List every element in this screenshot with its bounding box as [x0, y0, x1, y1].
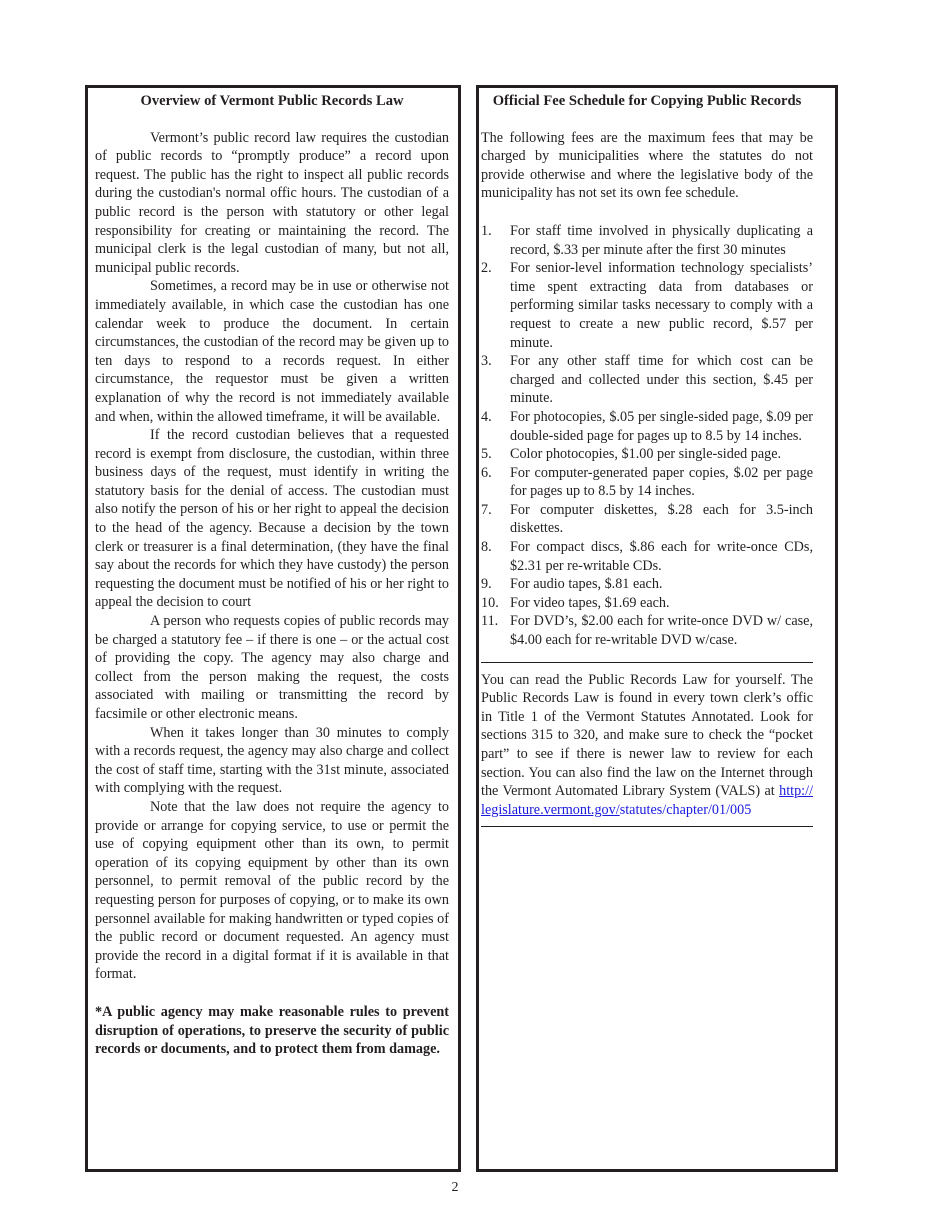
fee-item [481, 538, 813, 575]
fee-item [481, 408, 813, 445]
overview-paragraph-3: If the record custodian believes that a requested record is exempt from disclosure, the custodian, within three business days of the request, must identify in writing the statutory basis for the denial of access. The custodian must also notify the person of his or her right to appeal the decision to the head of the agency. Because a decision by the town clerk or treasurer is a final determination, (they have the final say about the records for which they have custody) the person requesting the document must be notified of his or her right to appeal the decision to court [95, 427, 449, 611]
divider [481, 826, 813, 827]
fee-item [481, 612, 813, 649]
legislature-link-path[interactable]: statutes/chapter/01/005 [619, 801, 752, 818]
overview-paragraph-4: A person who requests copies of public records may be charged a statutory fee – if there is one – or the actual cost of providing the copy. The agency may also charge and collect from the person making the request, the costs associated with mailing or transmitting the record by facsimile or other electronic means. [95, 613, 449, 722]
fee-item-text: For audio tapes, $.81 each. [510, 576, 663, 593]
fee-item-number: 8. [481, 539, 492, 556]
fee-item [481, 259, 813, 352]
fee-item-number: 6. [481, 464, 492, 481]
fee-item [481, 594, 813, 613]
fee-item-number: 5. [481, 446, 492, 463]
overview-paragraph-6: Note that the law does not require the agency to provide or arrange for copying service, to use or permit the use of copying equipment other than its own, to permit operation of its copying equipment by other than its own personnel, to permit removal of the public record by the requesting person for purposes of copying, or to make its own personnel available for making handwritten or typed copies of the public record or document requested. An agency must provide the record in a digital format if it is available in that format. [95, 798, 449, 983]
fee-item-number: 7. [481, 501, 492, 518]
public-records-overview-panel [85, 85, 461, 1172]
overview-title: Overview of Vermont Public Records Law [140, 93, 404, 109]
fee-item-number: 1. [481, 222, 492, 239]
fee-item-text: For any other staff time for which cost can be charged and collected under this section, $.45 per minute. [510, 353, 813, 407]
fee-item-text: Color photocopies, $1.00 per single-sided page. [510, 446, 782, 463]
fee-item [481, 445, 813, 464]
divider [481, 662, 813, 663]
fee-item [481, 352, 813, 408]
overview-paragraph-2: Sometimes, a record may be in use or otherwise not immediately available, in which case the custodian has one calendar week to produce the document. In certain circumstances, the custodian of the record may be given up to ten days to respond to a records request. In either circumstance, the requestor must be given a written explanation of why the record is not immediately available and when, within the allowed timeframe, it will be available. [95, 278, 449, 425]
fee-item [481, 575, 813, 594]
fee-item-number: 4. [481, 408, 492, 425]
overview-paragraph-1: Vermont’s public record law requires the custodian of public records to “promptly produce” a record upon request. The public has the right to inspect all public records during the custodian's normal offic hours. The custodian of a public record is the person with statutory or other legal responsibility for creating or maintaining the record. The municipal clerk is the legal custodian of many, but not all, municipal public records. [95, 129, 449, 276]
fee-item [481, 222, 813, 259]
legislature-link-domain[interactable]: http:// legislature.vermont.gov/ [481, 783, 814, 818]
fee-item-number: 11. [481, 613, 499, 630]
overview-paragraph-5: When it takes longer than 30 minutes to comply with a records request, the agency may also charge and collect the cost of staff time, starting with the 31st minute, associated with complying with the request. [95, 724, 449, 797]
fee-item [481, 464, 813, 501]
law-note-text: You can read the Public Records Law for yourself. The Public Records Law is found in every town clerk’s offic in Title 1 of the Vermont Statutes Annotated. Look for sections 315 to 320, and make sure to check the “pocket part” to see if there is newer law to review for each section. You can also find the law on the Internet through the Vermont Automated Library System (VALS) at [481, 671, 813, 800]
fee-item-text: For photocopies, $.05 per single-sided page, $.09 per double-sided page for pages up to 8.5 by 14 inches. [510, 408, 813, 444]
fee-item-text: For DVD’s, $2.00 each for write-once DVD w/ case, $4.00 each for re-writable DVD w/case. [510, 613, 813, 649]
fee-list [481, 222, 813, 650]
fee-schedule-title: Official Fee Schedule for Copying Public Records [492, 93, 802, 109]
fee-item-text: For computer-generated paper copies, $.02 per page for pages up to 8.5 by 14 inches. [510, 464, 813, 500]
fee-schedule-panel [476, 85, 838, 1172]
fee-item-text: For computer diskettes, $.28 each for 3.5-inch diskettes. [510, 501, 813, 537]
fee-item [481, 501, 813, 538]
fee-item-number: 10. [481, 594, 499, 611]
fee-schedule-intro: The following fees are the maximum fees that may be charged by municipalities where the statutes do not provide otherwise and where the legislative body of the municipality has not set its own fee schedule. [481, 129, 813, 202]
law-note [481, 671, 813, 820]
fee-item-number: 3. [481, 353, 492, 370]
page-number: 2 [451, 1180, 459, 1195]
fee-item-text: For staff time involved in physically duplicating a record, $.33 per minute after the first 30 minutes [510, 222, 813, 258]
fee-item-text: For compact discs, $.86 each for write-once CDs, $2.31 per re-writable CDs. [510, 539, 813, 574]
fee-item-number: 2. [481, 260, 492, 277]
fee-item-number: 9. [481, 576, 492, 593]
overview-footnote: *A public agency may make reasonable rules to prevent disruption of operations, to preserve the security of public records or documents, and to protect them from damage. [95, 1003, 449, 1058]
fee-item-text: For video tapes, $1.69 each. [510, 594, 670, 611]
fee-item-text: For senior-level information technology specialists’ time spent extracting data from databases or performing similar tasks necessary to comply with a request to create a new public record, $.57 per minute. [510, 260, 813, 351]
